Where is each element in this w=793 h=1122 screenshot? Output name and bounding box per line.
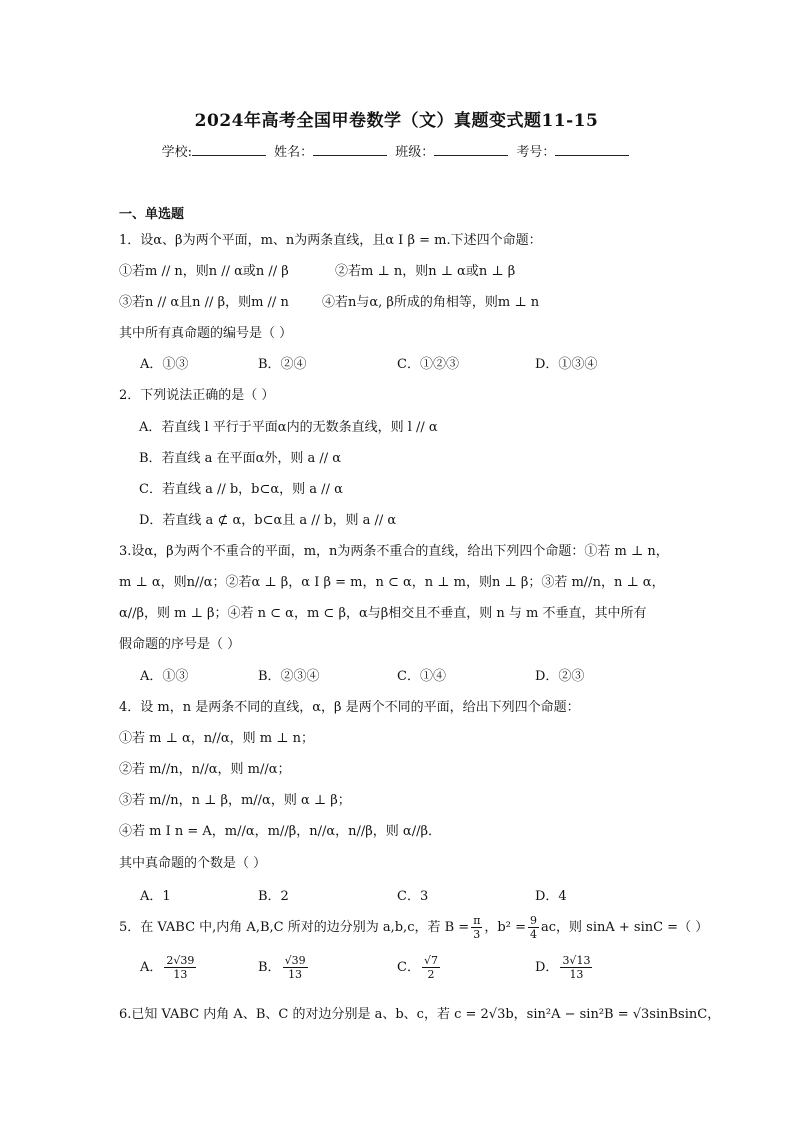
q5-option-c-den: 2 bbox=[427, 968, 435, 981]
q2-stem: 2．下列说法正确的是（ ） bbox=[119, 388, 275, 403]
q5-option-d-frac bbox=[560, 954, 592, 981]
q4-statement-2: ②若 m//n，n//α，则 m//α； bbox=[119, 762, 291, 777]
number-blank[interactable] bbox=[555, 143, 629, 156]
q1-option-d[interactable]: D．①③④ bbox=[535, 357, 598, 372]
class-blank[interactable] bbox=[434, 143, 508, 156]
q3-option-a[interactable]: A．①③ bbox=[140, 669, 189, 684]
q5-option-d-den: 13 bbox=[569, 968, 584, 981]
q5-fraction-c bbox=[528, 914, 539, 941]
q5-fraction-c-num: 9 bbox=[529, 914, 537, 927]
page-title: 2024年高考全国甲卷数学（文）真题变式题11-15 bbox=[194, 111, 599, 131]
q3-line-3: α//β，则 m ⊥ β；④若 n ⊂ α，m ⊂ β，α与β相交且不垂直，则 n 与 m 不垂直，其中所有 bbox=[119, 606, 647, 621]
q1-option-a[interactable]: A．①③ bbox=[140, 357, 189, 372]
q2-option-b[interactable]: B．若直线 a 在平面α外，则 a // α bbox=[139, 451, 342, 466]
q5-option-d-label: D． bbox=[535, 960, 559, 975]
q1-statement-2: ②若m ⊥ n，则n ⊥ α或n ⊥ β bbox=[335, 264, 516, 279]
q2-option-a[interactable]: A．若直线 l 平行于平面α内的无数条直线，则 l // α bbox=[139, 420, 438, 435]
q4-option-c[interactable]: C．3 bbox=[397, 889, 429, 904]
q1-option-c[interactable]: C．①②③ bbox=[397, 357, 459, 372]
q5-option-d-num: 3√13 bbox=[562, 954, 591, 967]
q4-option-a[interactable]: A．1 bbox=[140, 889, 171, 904]
q5-option-b-frac bbox=[283, 954, 308, 981]
q4-statement-1: ①若 m ⊥ α，n//α，则 m ⊥ n； bbox=[119, 731, 314, 746]
q6-stem: 6.已知 VABC 内角 A、B、C 的对边分别是 a、b、c，若 c = 2√3b，sin²A − sin²B = √3sinBsinC， bbox=[119, 1007, 721, 1022]
q5-fraction-b-den: 3 bbox=[473, 928, 481, 941]
q5-stem-part-c: ac，则 sinA + sinC =（ ） bbox=[540, 920, 709, 935]
q4-option-b[interactable]: B．2 bbox=[258, 889, 289, 904]
q1-stem: 1．设α、β为两个平面，m、n为两条直线，且α I β = m.下述四个命题： bbox=[119, 233, 542, 248]
q5-stem-part-b: ，b² = bbox=[484, 920, 526, 935]
name-blank[interactable] bbox=[313, 143, 387, 156]
q5-fraction-c-den: 4 bbox=[529, 928, 537, 941]
q4-statement-3: ③若 m//n，n ⊥ β，m//α，则 α ⊥ β； bbox=[119, 793, 351, 808]
q5-option-a-label: A． bbox=[140, 960, 163, 975]
school-label: 学校: bbox=[161, 145, 192, 160]
q3-option-b[interactable]: B．②③④ bbox=[258, 669, 320, 684]
q3-option-d[interactable]: D．②③ bbox=[535, 669, 585, 684]
q5-option-b-label: B． bbox=[258, 960, 281, 975]
q5-option-b-den: 13 bbox=[288, 968, 303, 981]
section-title: 一、单选题 bbox=[119, 207, 185, 222]
q4-question: 其中真命题的个数是（ ） bbox=[119, 856, 267, 871]
q1-question: 其中所有真命题的编号是（ ） bbox=[119, 326, 293, 341]
q1-statement-1: ①若m // n，则n // α或n // β bbox=[119, 264, 289, 279]
q2-option-c[interactable]: C．若直线 a // b，b⊂α，则 a // α bbox=[139, 482, 343, 497]
class-label: 班级： bbox=[395, 145, 435, 160]
q5-option-c[interactable] bbox=[397, 954, 442, 981]
q5-option-a-num: 2√39 bbox=[166, 954, 195, 967]
number-label: 考号： bbox=[516, 145, 556, 160]
q5-fraction-b-num: π bbox=[473, 914, 481, 927]
q5-option-c-label: C． bbox=[397, 960, 420, 975]
q2-option-d[interactable]: D．若直线 a ⊄ α，b⊂α且 a // b，则 a // α bbox=[139, 513, 397, 528]
student-info-line bbox=[0, 141, 793, 160]
q3-line-4: 假命题的序号是（ ） bbox=[119, 637, 241, 652]
q5-option-b[interactable] bbox=[258, 954, 310, 981]
q1-option-b[interactable]: B．②④ bbox=[258, 357, 307, 372]
q5-option-c-num: √7 bbox=[423, 954, 438, 967]
q5-option-a-den: 13 bbox=[173, 968, 188, 981]
q1-statement-3: ③若n // α且n // β，则m // n bbox=[119, 295, 289, 310]
q5-stem-part-a: 5．在 VABC 中,内角 A,B,C 所对的边分别为 a,b,c，若 B = bbox=[119, 920, 470, 935]
q1-statement-4: ④若n与α, β所成的角相等，则m ⊥ n bbox=[322, 295, 540, 310]
q4-statement-4: ④若 m I n = A，m//α，m//β，n//α，n//β，则 α//β． bbox=[119, 824, 441, 839]
school-blank[interactable] bbox=[192, 143, 266, 156]
q4-option-d[interactable]: D．4 bbox=[535, 889, 567, 904]
q5-option-c-frac bbox=[422, 954, 440, 981]
q4-stem: 4．设 m，n 是两条不同的直线，α，β 是两个不同的平面，给出下列四个命题： bbox=[119, 700, 580, 715]
q5-fraction-b bbox=[471, 914, 482, 941]
q5-option-b-num: √39 bbox=[284, 954, 306, 967]
q5-stem bbox=[119, 914, 708, 941]
q3-line-2: m ⊥ α，则n//α；②若α ⊥ β，α I β = m，n ⊂ α，n ⊥ m，则n ⊥ β；③若 m//n，n ⊥ α， bbox=[119, 575, 665, 590]
name-label: 姓名： bbox=[274, 145, 314, 160]
q3-line-1: 3.设α，β为两个不重合的平面，m，n为两条不重合的直线，给出下列四个命题：①若 m ⊥ n， bbox=[119, 544, 669, 559]
q5-option-d[interactable] bbox=[535, 954, 594, 981]
q3-option-c[interactable]: C．①④ bbox=[397, 669, 446, 684]
q5-option-a-frac bbox=[164, 954, 196, 981]
q5-option-a[interactable] bbox=[140, 954, 198, 981]
